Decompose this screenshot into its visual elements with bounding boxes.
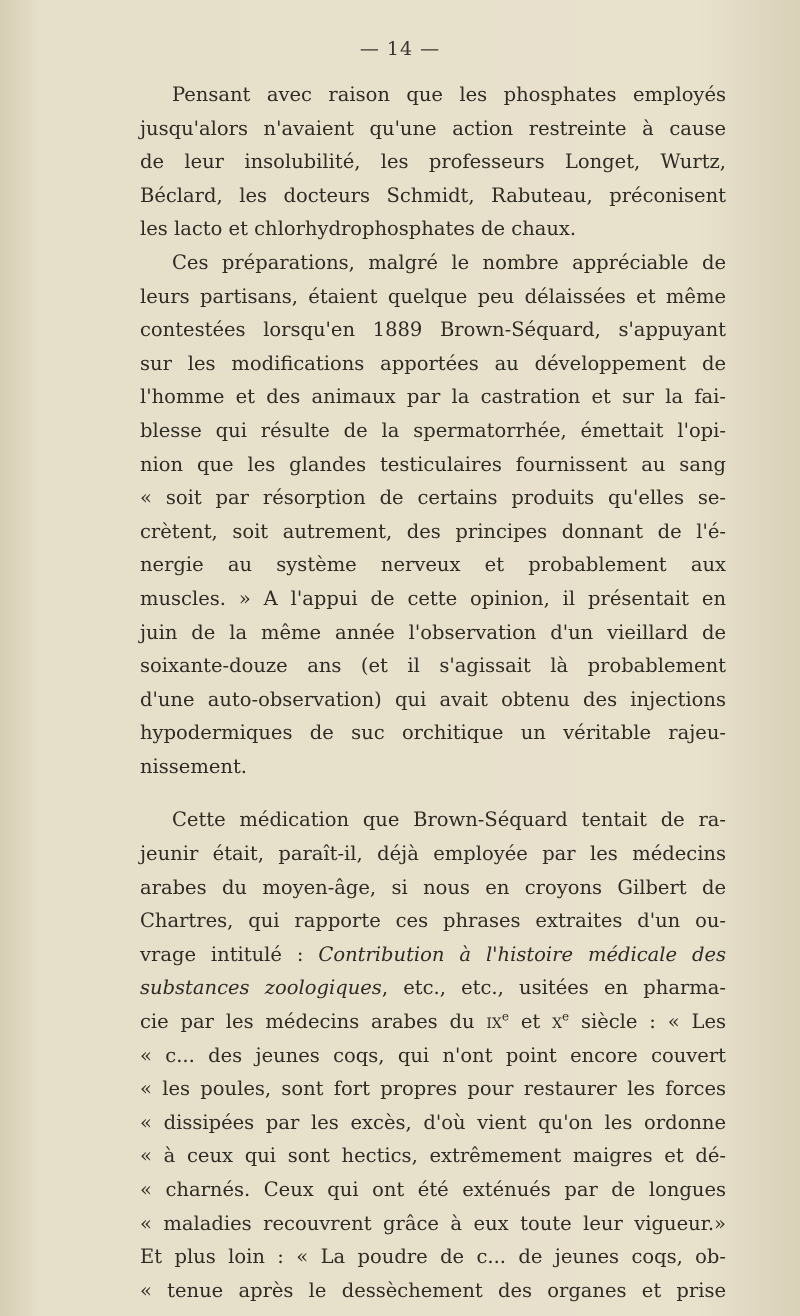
text-line: contestées lorsqu'en 1889 Brown-Séquard, s'appuyant bbox=[140, 318, 726, 342]
text-run: , etc., etc., usitées en pharma- bbox=[381, 976, 727, 1000]
text-line: « charnés. Ceux qui ont été exténués par de longues bbox=[140, 1178, 726, 1201]
text-run: et bbox=[509, 1010, 553, 1034]
text-line: de leur insolubilité, les professeurs Longet, Wurtz, bbox=[140, 150, 726, 174]
text-line: arabes du moyen-âge, si nous en croyons Gilbert de bbox=[140, 875, 726, 899]
text-line: Ces préparations, malgré le nombre appréciable de bbox=[172, 250, 726, 274]
text-line: jeunir était, paraît-il, déjà employée par les médecins bbox=[140, 842, 726, 866]
text-line: Béclard, les docteurs Schmidt, Rabuteau, préconisent bbox=[140, 183, 726, 207]
text-line: « à ceux qui sont hectics, extrêmement maigres et dé- bbox=[140, 1144, 726, 1168]
text-line: nion que les glandes testiculaires fournissent au sang bbox=[140, 452, 726, 476]
text-line: « maladies recouvrent grâce à eux toute leur vigueur.» bbox=[140, 1211, 726, 1235]
text-run: vrage intitulé : bbox=[140, 942, 319, 966]
text-line: nergie au système nerveux et probablement aux bbox=[140, 553, 726, 577]
text-line: jusqu'alors n'avaient qu'une action restreinte à cause bbox=[140, 116, 726, 140]
text-line: crètent, soit autrement, des principes donnant de l'é- bbox=[140, 519, 726, 543]
text-line: nissement. bbox=[140, 754, 247, 778]
text-line: Pensant avec raison que les phosphates employés bbox=[172, 83, 726, 106]
text-line: « c... des jeunes coqs, qui n'ont point encore couvert bbox=[140, 1043, 726, 1067]
book-title-italic: substances zoologiques bbox=[140, 976, 382, 1000]
superscript: e bbox=[501, 1009, 509, 1024]
superscript: e bbox=[562, 1009, 570, 1024]
text-line: « dissipées par les excès, d'où vient qu'on les ordonne bbox=[140, 1110, 726, 1134]
text-line bbox=[140, 1005, 726, 1039]
text-line: les lacto et chlorhydrophosphates de chaux. bbox=[140, 217, 577, 241]
text-line: muscles. » A l'appui de cette opinion, il présentait en bbox=[140, 586, 726, 610]
book-title-italic: Contribution à l'histoire médicale des bbox=[318, 942, 727, 966]
text-line: soixante-douze ans (et il s'agissait là probablement bbox=[140, 654, 726, 678]
text-line bbox=[140, 971, 726, 1005]
text-line: d'une auto-observation) qui avait obtenu des injections bbox=[140, 687, 726, 711]
text-line: hypodermiques de suc orchitique un véritable rajeu- bbox=[140, 721, 726, 745]
text-line: leurs partisans, étaient quelque peu délaissées et même bbox=[140, 284, 726, 308]
text-line: juin de la même année l'observation d'un vieillard de bbox=[140, 620, 726, 644]
text-line: Chartres, qui rapporte ces phrases extraites d'un ou- bbox=[140, 909, 726, 933]
body-text bbox=[140, 78, 726, 1307]
text-line: « les poules, sont fort propres pour restaurer les forces bbox=[140, 1077, 726, 1101]
text-run: cie par les médecins arabes du bbox=[140, 1010, 487, 1034]
text-run: siècle : « Les bbox=[569, 1010, 726, 1034]
text-line bbox=[140, 938, 726, 972]
text-line: Cette médication que Brown-Séquard tentait de ra- bbox=[172, 808, 726, 832]
text-line: l'homme et des animaux par la castration et sur la fai- bbox=[140, 385, 726, 409]
text-line: blesse qui résulte de la spermatorrhée, émettait l'opi- bbox=[140, 418, 726, 442]
roman-numeral: x bbox=[552, 1010, 563, 1034]
text-line: Et plus loin : « La poudre de c... de jeunes coqs, ob- bbox=[140, 1245, 726, 1269]
text-line: « soit par résorption de certains produits qu'elles se- bbox=[140, 486, 726, 510]
roman-numeral: ix bbox=[486, 1010, 502, 1034]
text-line: sur les modifications apportées au développement de bbox=[140, 351, 726, 375]
page-number: — 14 — bbox=[359, 38, 441, 60]
text-line: « tenue après le dessèchement des organes et prise bbox=[140, 1278, 726, 1302]
